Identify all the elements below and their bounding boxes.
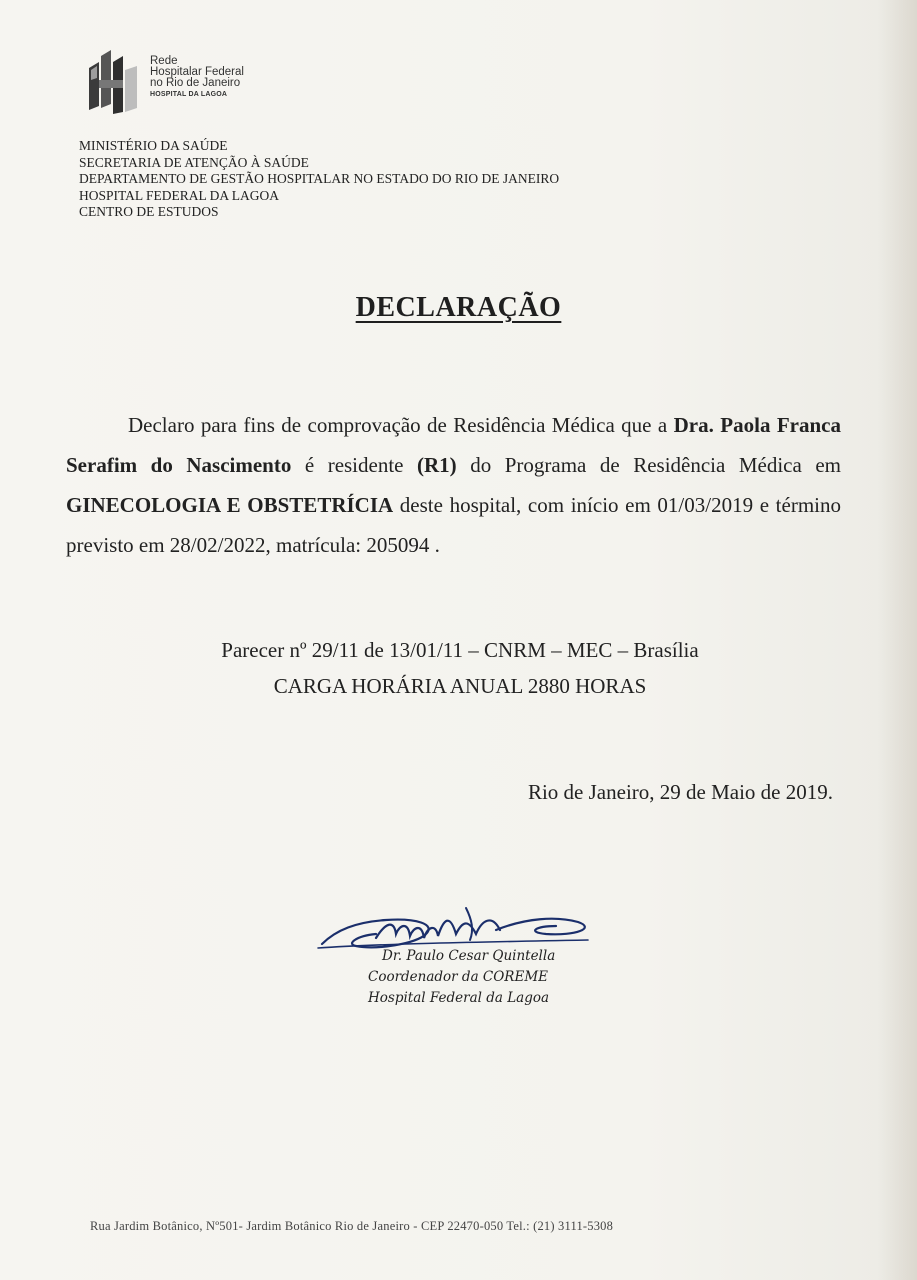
declaration-body [66, 405, 841, 565]
document-title-wrap [0, 292, 917, 324]
hospital-logo-icon [85, 48, 141, 116]
letterhead [79, 138, 559, 221]
resident-name: Dra. Paola Franca Serafim do Nascimento [66, 413, 841, 477]
logo-hospital-name: HOSPITAL DA LAGOA [150, 91, 228, 98]
place-date: Rio de Janeiro, 29 de Maio de 2019. [527, 780, 833, 804]
hospital-line: HOSPITAL FEDERAL DA LAGOA [79, 187, 280, 203]
signature-block [368, 946, 555, 1009]
body-part-1: Declaro para fins de comprovação de Residência Médica que a [128, 413, 674, 437]
logo-line: no Rio de Janeiro [150, 77, 241, 89]
workload-line: CARGA HORÁRIA ANUAL 2880 HORAS [273, 674, 647, 698]
body-part-4: deste hospital, com início em 01/03/2019 e término previsto em 28/02/2022, matrícula: 205094 . [66, 493, 841, 557]
signatory-org: Hospital Federal da Lagoa [368, 990, 550, 1006]
signatory-name: Dr. Paulo Cesar Quintella [382, 948, 556, 964]
document-title: DECLARAÇÃO [355, 292, 562, 323]
specialty: GINECOLOGIA E OBSTETRÍCIA [66, 493, 394, 517]
secretariat-line: SECRETARIA DE ATENÇÃO À SAÚDE [79, 154, 309, 170]
center-line: CENTRO DE ESTUDOS [79, 204, 219, 219]
page-shadow [877, 0, 917, 1280]
residency-level: (R1) [417, 453, 457, 477]
logo [80, 44, 280, 124]
body-part-2: é residente [291, 453, 418, 477]
ministry-line: MINISTÉRIO DA SAÚDE [79, 138, 228, 153]
regulation-info [200, 632, 720, 704]
signatory-role: Coordenador da COREME [368, 969, 549, 985]
logo-line: Rede [150, 55, 178, 67]
body-part-3: do Programa de Residência Médica em [456, 453, 841, 477]
parecer-line: Parecer nº 29/11 de 13/01/11 – CNRM – MEC – Brasília [221, 638, 699, 662]
logo-text [150, 56, 244, 100]
department-line: DEPARTAMENTO DE GESTÃO HOSPITALAR NO ESTADO DO RIO DE JANEIRO [79, 171, 560, 186]
footer-address: Rua Jardim Botânico, Nº501- Jardim Botânico Rio de Janeiro - CEP 22470-050 Tel.: (21) 3111-5308 [90, 1219, 614, 1233]
logo-line: Hospitalar Federal [150, 66, 244, 78]
